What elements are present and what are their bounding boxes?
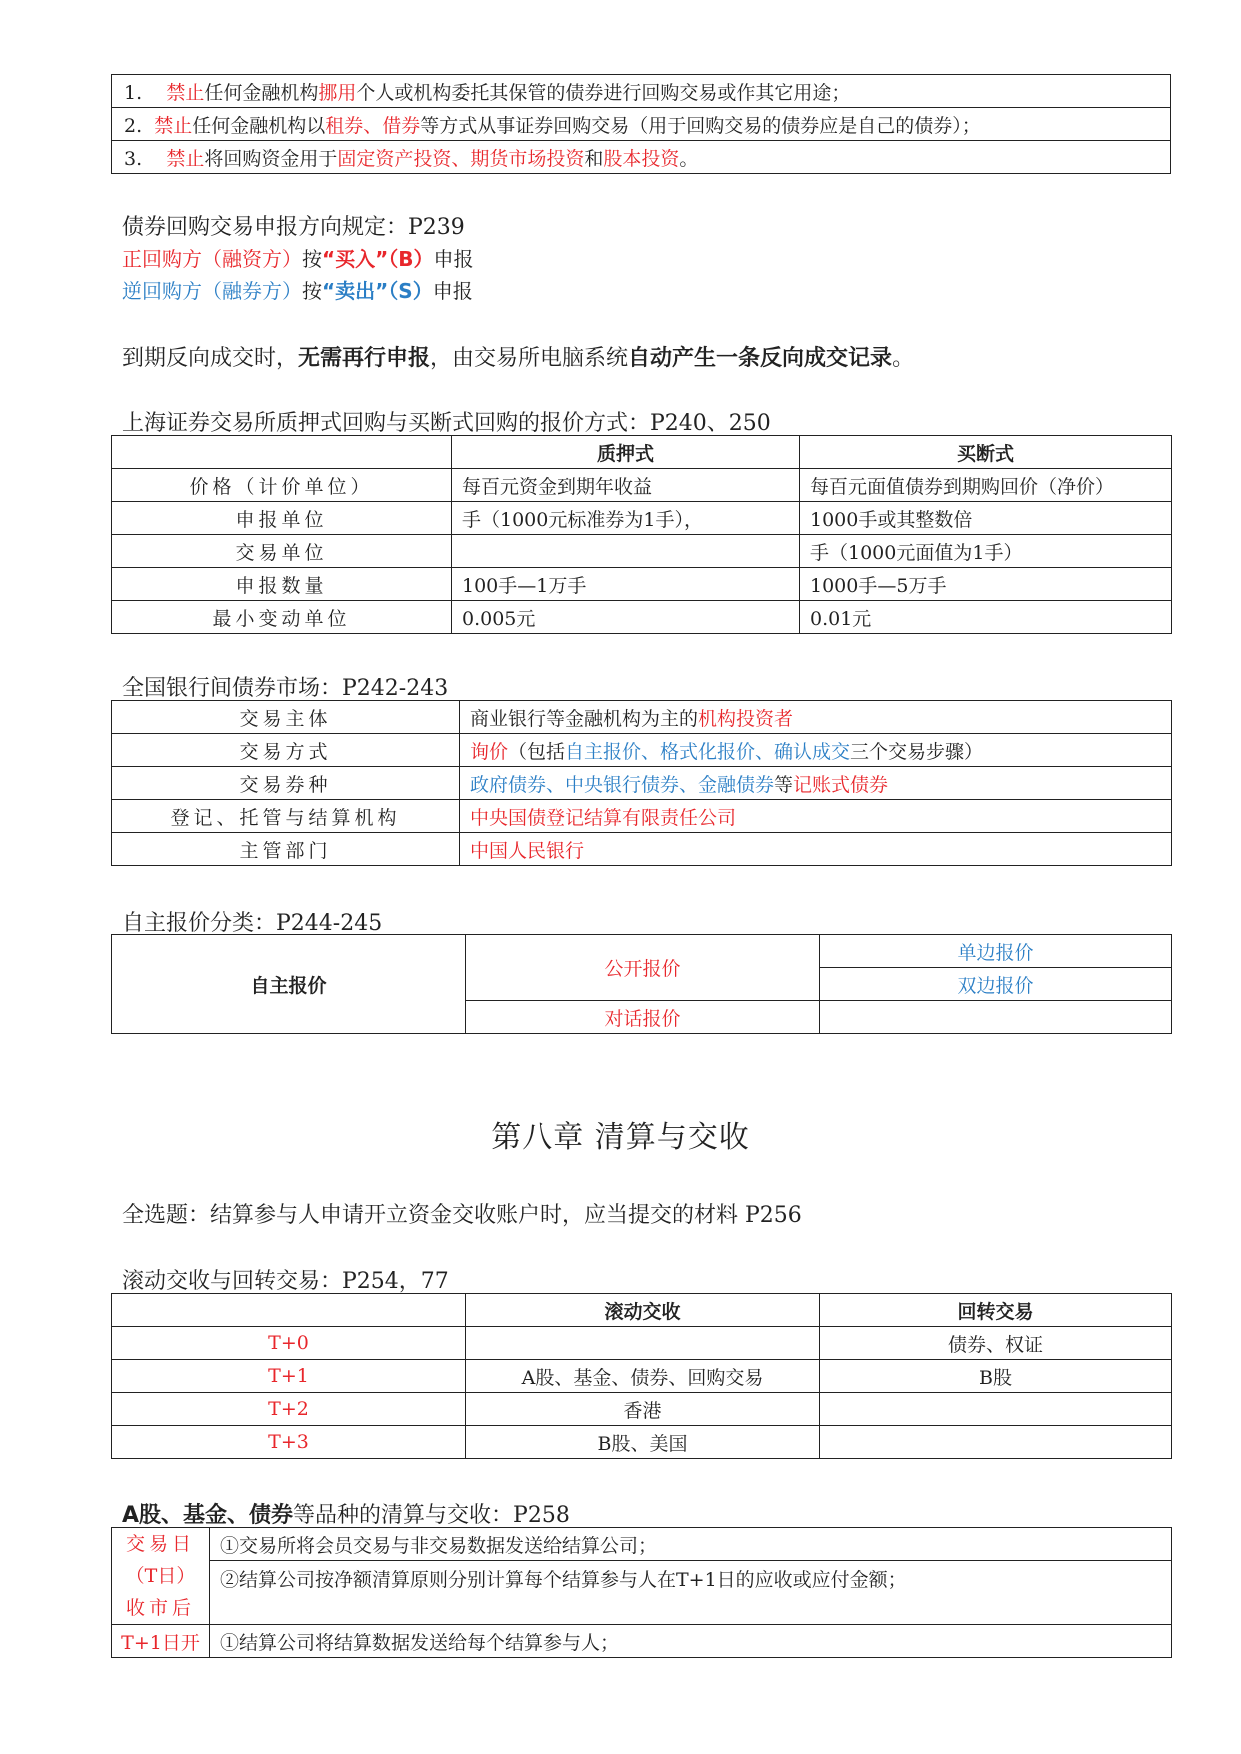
cell-highlight-blue: 政府债券、中央银行债券、金融债券 [470,773,775,796]
row-label: 最小变动单位 [112,601,452,634]
quote-table [111,435,1172,634]
table-cell [820,1426,1172,1459]
trade-day-line: （T日） [125,1565,196,1587]
cell-text: （包括 [508,740,566,763]
table-row [112,535,1172,568]
forward-by: 按 [302,247,322,271]
table-row [112,734,1172,767]
row-label: T+2 [112,1393,466,1426]
rule-text: 个人或机构委托其保管的债券进行回购交易或作其它用途； [356,81,851,104]
table-row [112,833,1172,866]
forward-party: 正回购方（融资方） [122,247,302,271]
table-row [112,767,1172,800]
table-header-row [112,436,1172,469]
table-cell [452,535,800,568]
row-label: 价格（计价单位） [112,469,452,502]
table-cell: 0.005元 [452,601,800,634]
cell-highlight-blue: 自主报价、格式化报价、确认成交 [565,740,851,763]
table-row [112,1360,1172,1393]
rule-keyword: 禁止 [166,81,205,104]
reverse-party: 逆回购方（融券方） [122,279,302,303]
rule-row [112,108,1171,141]
forward-repo-line [122,243,474,272]
maturity-text: 到期反向成交时， [122,346,299,371]
table-row [112,701,1172,734]
rule-text: 将回购资金用于 [204,147,338,170]
rule-text: 任何金融机构 [204,81,319,104]
rule-number: 2. [124,114,143,137]
table-row [112,1327,1172,1360]
column-header: 质押式 [452,436,800,469]
settle-title-bold: A股、基金、债券 [122,1503,294,1528]
quote-title: 上海证券交易所质押式回购与买断式回购的报价方式：P240、250 [122,411,771,436]
rule-text: 等方式从事证券回购交易（用于回购交易的债券应是自己的债券）； [420,114,981,137]
trade-day-line: 交易日 [125,1533,195,1555]
cell-text: 三个交易步骤） [850,740,984,763]
settle-title-rest: 等品种的清算与交收：P258 [293,1503,570,1528]
table-cell: 债券、权证 [820,1327,1172,1360]
maturity-note [122,341,914,372]
table-cell: 1000手—5万手 [800,568,1172,601]
reverse-by: 按 [302,279,322,303]
step-cell: ①交易所将会员交易与非交易数据发送给结算公司； [210,1528,1172,1561]
selfquote-main: 自主报价 [112,935,466,1034]
forward-buy: “买入”（B） [322,247,434,271]
table-cell: 中国人民银行 [460,833,1172,866]
rolling-table [111,1293,1172,1459]
maturity-text: 。 [892,346,915,371]
column-header: 回转交易 [820,1294,1172,1327]
forward-declare: 申报 [433,247,474,271]
all-choice-note: 全选题：结算参与人申请开立资金交收账户时，应当提交的材料 P256 [122,1203,802,1228]
table-row [112,601,1172,634]
table-cell [460,734,1172,767]
table-header-row [112,1294,1172,1327]
interbank-table [111,700,1172,866]
cell-highlight: 询价 [470,740,509,763]
empty-cell [820,1001,1172,1034]
cell-highlight: 机构投资者 [698,707,794,730]
rule-number: 3. [124,147,143,170]
table-cell: B股、美国 [466,1426,820,1459]
table-cell: 每百元面值债券到期购回价（净价） [800,469,1172,502]
table-cell [460,701,1172,734]
table-cell: 1000手或其整数倍 [800,502,1172,535]
rule-keyword: 禁止 [166,147,205,170]
row-label: 申报数量 [112,568,452,601]
rule-text: 任何金融机构以 [192,114,326,137]
table-cell: 手（1000元标准券为1手）， [452,502,800,535]
table-row [112,568,1172,601]
rule-highlight: 租券、借券 [325,114,421,137]
reverse-declare: 申报 [432,279,473,303]
table-cell: 100手—1万手 [452,568,800,601]
table-cell [466,1327,820,1360]
prohibition-table [111,74,1171,174]
table-row [112,1561,1172,1588]
table-cell: 香港 [466,1393,820,1426]
row-label: 交易单位 [112,535,452,568]
row-label: 主管部门 [112,833,460,866]
rule-text: 。 [679,147,699,170]
direction-title: 债券回购交易申报方向规定：P239 [122,215,465,240]
interbank-title: 全国银行间债券市场：P242-243 [122,676,449,701]
dialog-quote: 对话报价 [466,1001,820,1034]
row-label: T+0 [112,1327,466,1360]
row-label: 交易券种 [112,767,460,800]
table-row [112,935,1172,968]
table-row [112,1393,1172,1426]
row-label: 交易方式 [112,734,460,767]
table-row [112,502,1172,535]
table-cell: 0.01元 [800,601,1172,634]
rolling-title: 滚动交收与回转交易：P254，77 [122,1269,449,1294]
cell-text: 商业银行等金融机构为主的 [470,707,699,730]
public-quote: 公开报价 [466,935,820,1001]
table-cell: 手（1000元面值为1手） [800,535,1172,568]
step-cell: ①结算公司将结算数据发送给每个结算参与人； [210,1625,1172,1658]
rule-highlight: 股本投资 [603,147,680,170]
rule-row [112,141,1171,174]
rule-number: 1. [124,81,143,104]
settle-table [111,1527,1172,1658]
maturity-text: ，由交易所电脑系统 [430,346,629,371]
rule-keyword: 禁止 [154,114,193,137]
reverse-sell: “卖出”（S） [322,279,433,303]
cell-text: 等 [774,773,794,796]
t1-open-label: T+1日开 [112,1625,210,1658]
double-quote: 双边报价 [820,968,1172,1001]
selfquote-title: 自主报价分类：P244-245 [122,911,383,936]
rule-text: 和 [584,147,604,170]
table-row [112,1426,1172,1459]
trade-day-line: 收市后 [125,1597,195,1619]
row-label: T+1 [112,1360,466,1393]
table-row [112,1528,1172,1561]
row-label: T+3 [112,1426,466,1459]
settle-title [122,1498,570,1529]
row-label: 登记、托管与结算机构 [112,800,460,833]
maturity-bold: 自动产生一条反向成交记录 [628,346,893,371]
rule-highlight: 挪用 [318,81,357,104]
reverse-repo-line [122,275,473,304]
table-cell [460,767,1172,800]
table-cell: A股、基金、债券、回购交易 [466,1360,820,1393]
table-cell: 中央国债登记结算有限责任公司 [460,800,1172,833]
column-header: 滚动交收 [466,1294,820,1327]
selfquote-table [111,934,1172,1034]
row-label: 申报单位 [112,502,452,535]
cell-highlight: 记账式债券 [793,773,889,796]
rule-highlight: 固定资产投资、期货市场投资 [337,147,585,170]
chapter-heading: 第八章 清算与交收 [491,1120,750,1155]
step-cell: ②结算公司按净额清算原则分别计算每个结算参与人在T+1日的应收或应付金额； [210,1561,1172,1625]
trade-day-label [112,1528,210,1625]
single-quote: 单边报价 [820,935,1172,968]
table-cell: 每百元资金到期年收益 [452,469,800,502]
column-header: 买断式 [800,436,1172,469]
table-row [112,800,1172,833]
table-cell: B股 [820,1360,1172,1393]
table-row [112,1625,1172,1658]
maturity-bold: 无需再行申报 [298,346,431,371]
table-cell [820,1393,1172,1426]
rule-row [112,75,1171,108]
table-row [112,469,1172,502]
row-label: 交易主体 [112,701,460,734]
